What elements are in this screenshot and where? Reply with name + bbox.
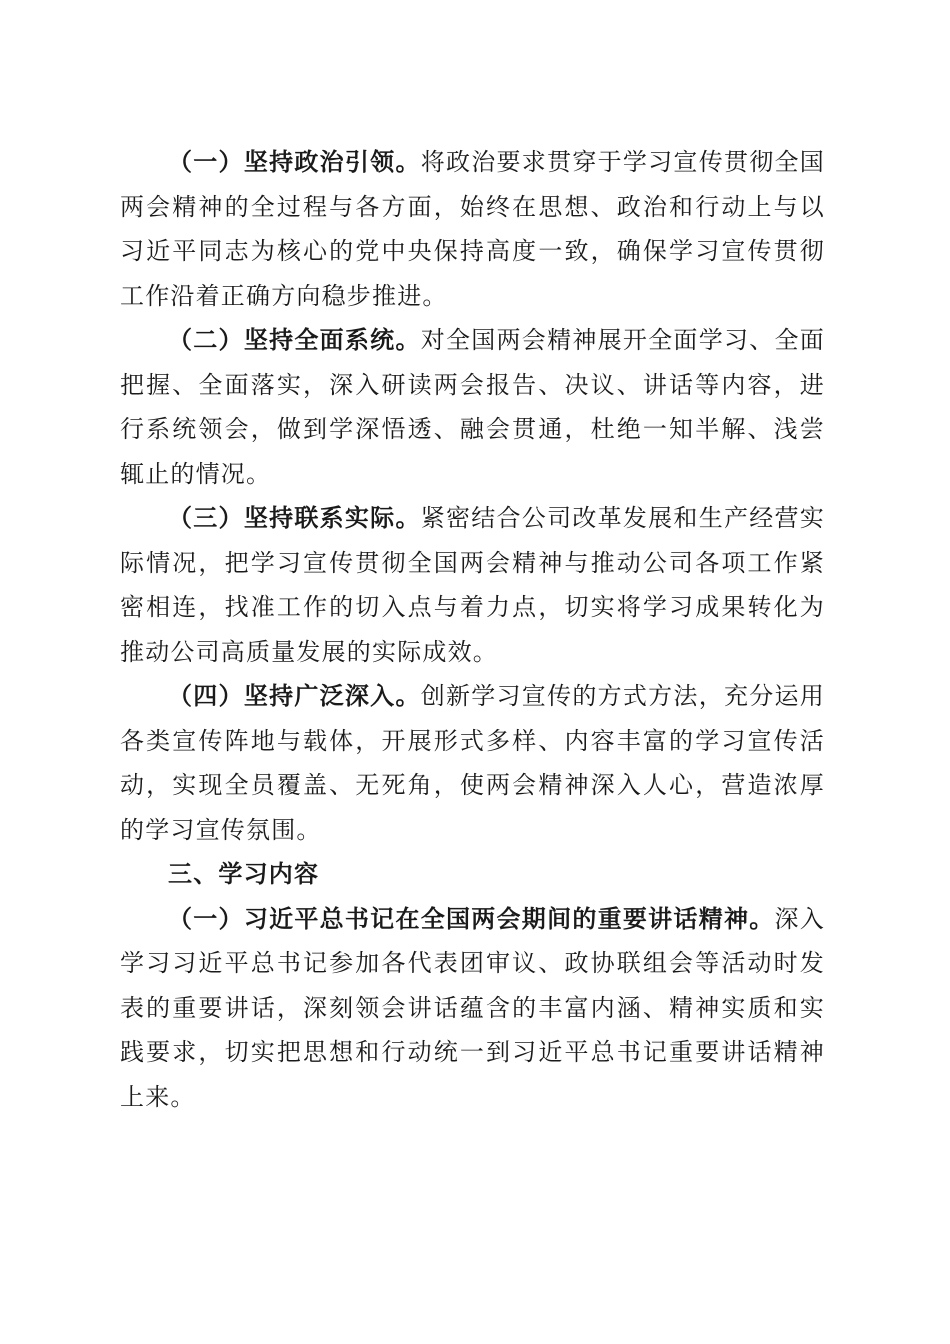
principle-lead-4: （四）坚持广泛深入。 — [168, 682, 421, 710]
principle-body-4: 创新学习宣传的方式方法，充分运用各类宣传阵地与载体，开展形式多样、内容丰富的学习宣传活动，实现全员覆盖、无死角，使两会精神深入人心，营造浓厚的学习宣传氛围。 — [120, 682, 825, 844]
content-lead-1: （一）习近平总书记在全国两会期间的重要讲话精神。 — [168, 904, 775, 933]
content-paragraph-1 — [120, 897, 825, 1120]
principle-paragraph-3 — [120, 496, 825, 674]
document-body — [120, 140, 825, 1119]
content-body-1: 深入学习习近平总书记参加各代表团审议、政协联组会等活动时发表的重要讲话，深刻领会讲话蕴含的丰富内涵、精神实质和实践要求，切实把思想和行动统一到习近平总书记重要讲话精神上来。 — [120, 904, 825, 1111]
principle-lead-2: （二）坚持全面系统。 — [168, 326, 421, 354]
principle-lead-1: （一）坚持政治引领。 — [168, 148, 421, 176]
principle-paragraph-4 — [120, 674, 825, 852]
section-three-heading: 三、学习内容 — [168, 860, 320, 888]
principle-body-1: 将政治要求贯穿于学习宣传贯彻全国两会精神的全过程与各方面，始终在思想、政治和行动上与以习近平同志为核心的党中央保持高度一致，确保学习宣传贯彻工作沿着正确方向稳步推进。 — [120, 148, 825, 310]
principle-paragraph-1 — [120, 140, 825, 318]
principle-lead-3: （三）坚持联系实际。 — [168, 504, 421, 532]
principle-body-2: 对全国两会精神展开全面学习、全面把握、全面落实，深入研读两会报告、决议、讲话等内容，进行系统领会，做到学深悟透、融会贯通，杜绝一知半解、浅尝辄止的情况。 — [120, 326, 825, 488]
principle-paragraph-2 — [120, 318, 825, 496]
principle-body-3: 紧密结合公司改革发展和生产经营实际情况，把学习宣传贯彻全国两会精神与推动公司各项工作紧密相连，找准工作的切入点与着力点，切实将学习成果转化为推动公司高质量发展的实际成效。 — [120, 504, 825, 666]
